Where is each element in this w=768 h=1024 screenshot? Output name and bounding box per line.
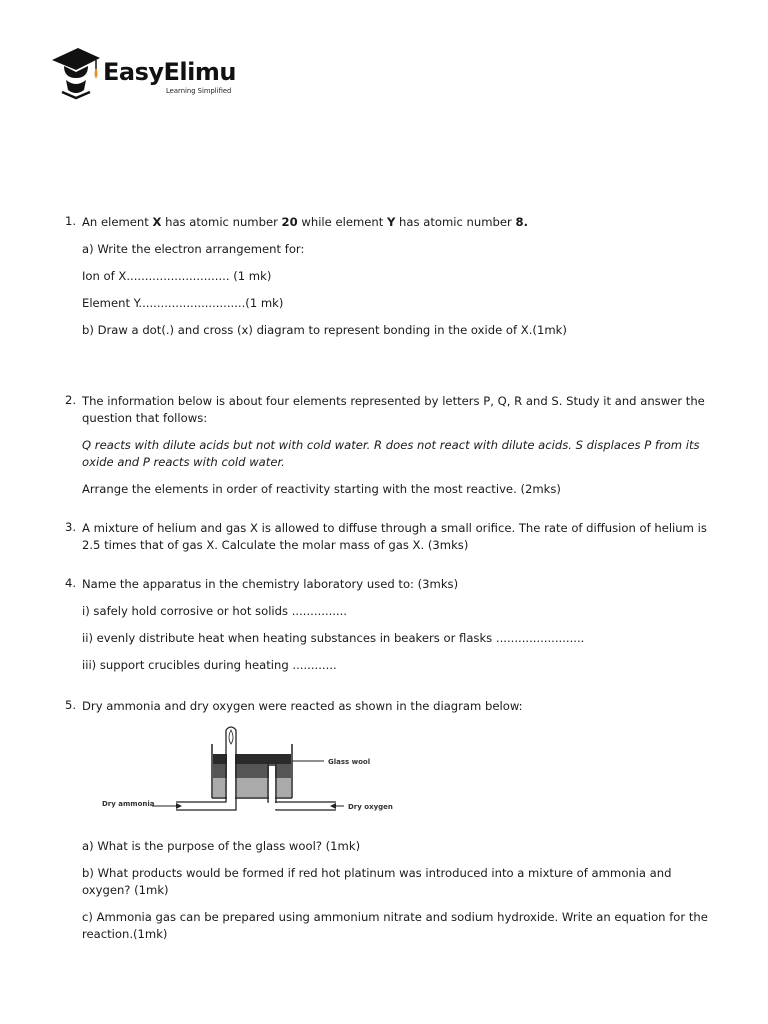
question-text: A mixture of helium and gas X is allowed to diffuse through a small orifice. The rate of diffusion of helium is 2.5 times that of gas X. Calculate the molar mass of gas X. (3mks) xyxy=(82,521,707,552)
question-subpart: a) Write the electron arrangement for: xyxy=(82,242,305,256)
question-text: The information below is about four elements represented by letters P, Q, R and S. Study it and answer the question that follows: xyxy=(82,394,705,425)
question-2 xyxy=(60,393,720,508)
apparatus-diagram xyxy=(96,726,416,822)
question-number: 1. xyxy=(65,214,77,228)
question-1 xyxy=(60,214,720,349)
dry-ammonia-label: Dry ammonia xyxy=(102,800,155,808)
question-subpart: Element Y.............................(1 mk) xyxy=(82,296,284,310)
question-subpart: Arrange the elements in order of reactivity starting with the most reactive. (2mks) xyxy=(82,482,561,496)
question-5 xyxy=(60,698,720,725)
question-subpart: ii) evenly distribute heat when heating substances in beakers or flasks ........................ xyxy=(82,631,585,645)
question-text: Dry ammonia and dry oxygen were reacted as shown in the diagram below: xyxy=(82,699,523,713)
question-number: 3. xyxy=(65,520,77,534)
question-subpart: c) Ammonia gas can be prepared using ammonium nitrate and sodium hydroxide. Write an equation for the reaction.(1mk) xyxy=(82,910,708,941)
question-subpart: i) safely hold corrosive or hot solids ............... xyxy=(82,604,347,618)
logo-wordmark: EasyElimu xyxy=(103,58,236,86)
question-subpart: Ion of X............................ (1 mk) xyxy=(82,269,272,283)
question-text: An element X has atomic number 20 while element Y has atomic number 8. xyxy=(82,215,528,229)
question-text: Name the apparatus in the chemistry laboratory used to: (3mks) xyxy=(82,577,459,591)
question-3 xyxy=(60,520,720,564)
question-5-subparts xyxy=(60,838,720,953)
question-number: 4. xyxy=(65,576,77,590)
question-subpart: b) What products would be formed if red hot platinum was introduced into a mixture of ammonia and oxygen? (1mk) xyxy=(82,866,672,897)
logo-tagline: Learning Simplified xyxy=(166,87,232,95)
question-number: 5. xyxy=(65,698,77,712)
question-subpart: iii) support crucibles during heating ............ xyxy=(82,658,337,672)
question-subpart: b) Draw a dot(.) and cross (x) diagram to represent bonding in the oxide of X.(1mk) xyxy=(82,323,567,337)
glass-wool-label: Glass wool xyxy=(328,758,371,766)
question-number: 2. xyxy=(65,393,77,407)
question-info: Q reacts with dilute acids but not with cold water. R does not react with dilute acids. S displaces P from its oxide and P reacts with cold water. xyxy=(82,438,700,469)
dry-oxygen-label: Dry oxygen xyxy=(348,803,393,811)
question-subpart: a) What is the purpose of the glass wool? (1mk) xyxy=(82,839,361,853)
question-4 xyxy=(60,576,720,684)
